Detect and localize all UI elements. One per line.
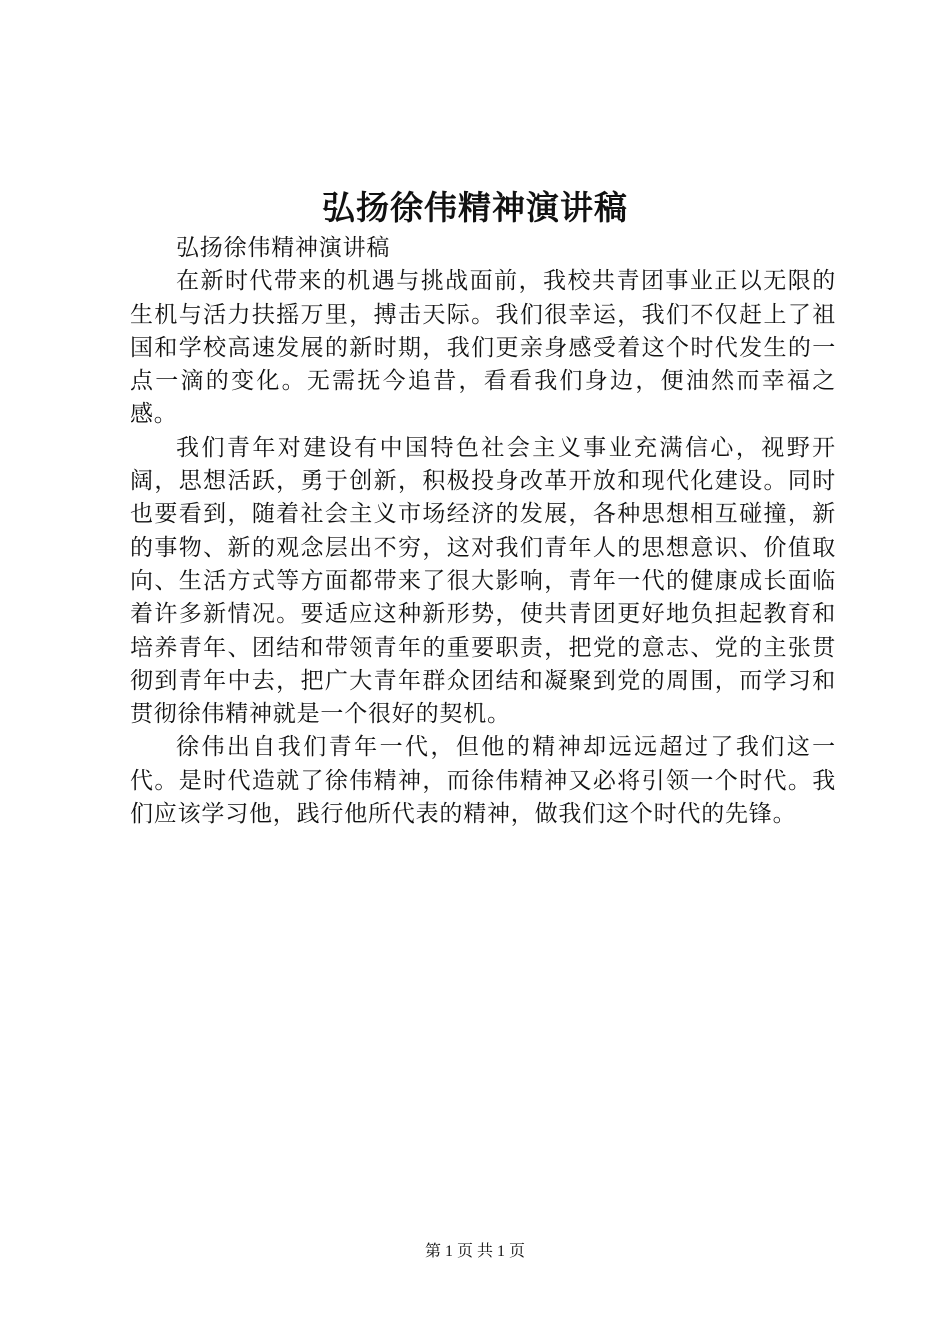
body-paragraph-1: 在新时代带来的机遇与挑战面前，我校共青团事业正以无限的生机与活力扶摇万里，搏击天际。我们很幸运，我们不仅赶上了祖国和学校高速发展的新时期，我们更亲身感受着这个时代发生的一点一滴的变化。无需抚今追昔，看看我们身边，便油然而幸福之感。: [130, 268, 836, 428]
document-body: [130, 232, 836, 831]
page-number-footer: 第 1 页 共 1 页: [424, 1243, 525, 1260]
body-paragraph-2: 我们青年对建设有中国特色社会主义事业充满信心，视野开阔，思想活跃，勇于创新，积极投身改革开放和现代化建设。同时也要看到，随着社会主义市场经济的发展，各种思想相互碰撞，新的事物、新的观念层出不穷，这对我们青年人的思想意识、价值取向、生活方式等方面都带来了很大影响，青年一代的健康成长面临着许多新情况。要适应这种新形势，使共青团更好地负担起教育和培养青年、团结和带领青年的重要职责，把党的意志、党的主张贯彻到青年中去，把广大青年群众团结和凝聚到党的周围，而学习和贯彻徐伟精神就是一个很好的契机。: [130, 434, 836, 728]
body-paragraph-3: 徐伟出自我们青年一代，但他的精神却远远超过了我们这一代。是时代造就了徐伟精神，而徐伟精神又必将引领一个时代。我们应该学习他，践行他所代表的精神，做我们这个时代的先锋。: [130, 734, 836, 828]
document-title: 弘扬徐伟精神演讲稿: [322, 188, 628, 227]
subtitle-paragraph: 弘扬徐伟精神演讲稿: [176, 235, 391, 261]
